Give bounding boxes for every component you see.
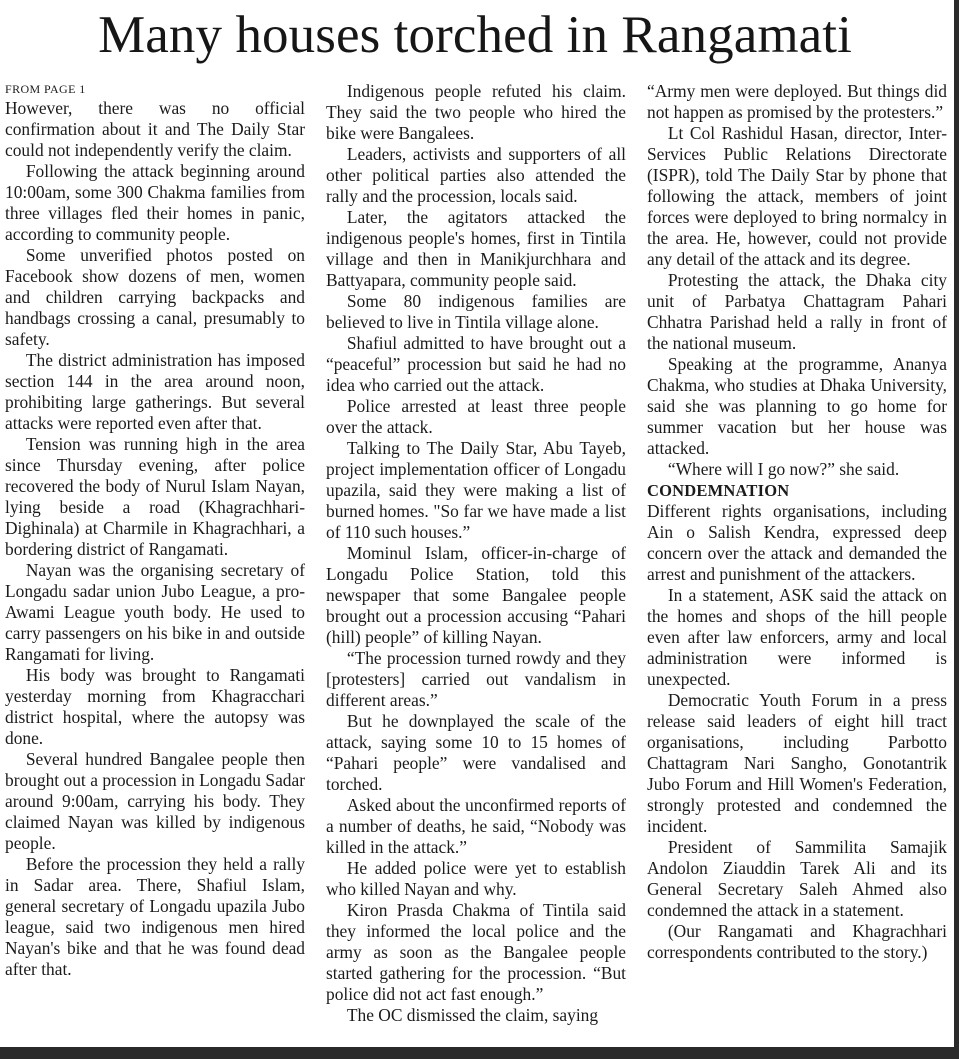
paragraph: Speaking at the programme, Ananya Chakma, who studies at Dhaka University, said she was planning to go home for summer vacation but her house was attacked. [647, 354, 947, 458]
continued-from-kicker: FROM PAGE 1 [5, 82, 86, 96]
paragraph: Democratic Youth Forum in a press release said leaders of eight hill tract organisations, including Parbotto Chattagram Nari Sangho, Gonotantrik Jubo Forum and Hill Women's Federation, strongly protested and condemned the incident. [647, 690, 947, 836]
page-bottom-rule [0, 1047, 959, 1059]
paragraph: Tension was running high in the area since Thursday evening, after police recovered the body of Nurul Islam Nayan, lying beside a road (Khagrachhari-Dighinala) at Charmile in Khagrachhari, a bordering district of Rangamati. [5, 434, 305, 559]
paragraph: Lt Col Rashidul Hasan, director, Inter-Services Public Relations Directorate (ISPR), told The Daily Star by phone that following the attack, members of joint forces were deployed to bring normalcy in the area. He, however, could not provide any detail of the attack and its degree. [647, 123, 947, 269]
paragraph: In a statement, ASK said the attack on the homes and shops of the hill people even after law enforcers, army and local administration were informed is unexpected. [647, 585, 947, 689]
article-column-2 [326, 81, 626, 1047]
paragraph: Some 80 indigenous families are believed to live in Tintila village alone. [326, 291, 626, 332]
headline: Many houses torched in Rangamati [98, 6, 852, 64]
paragraph: Police arrested at least three people over the attack. [326, 396, 626, 437]
paragraph: Indigenous people refuted his claim. They said the two people who hired the bike were Bangalees. [326, 81, 626, 143]
paragraph: Shafiul admitted to have brought out a “peaceful” procession but said he had no idea who carried out the attack. [326, 333, 626, 395]
paragraph: Kiron Prasda Chakma of Tintila said they informed the local police and the army as soon as the Bangalee people started gathering for the procession. “But police did not act fast enough.” [326, 900, 626, 1004]
page-edge-rule [954, 0, 959, 1059]
article-column-1 [5, 81, 305, 1047]
paragraph: His body was brought to Rangamati yesterday morning from Khagracchari district hospital, where the autopsy was done. [5, 665, 305, 748]
paragraph: Nayan was the organising secretary of Longadu sadar union Jubo League, a pro-Awami League youth body. He used to carry passengers on his bike in and outside Rangamati for living. [5, 560, 305, 664]
paragraph: Asked about the unconfirmed reports of a number of deaths, he said, “Nobody was killed in the attack.” [326, 795, 626, 857]
paragraph: Talking to The Daily Star, Abu Tayeb, project implementation officer of Longadu upazila, said they were making a list of burned homes. "So far we have made a list of 110 such houses.” [326, 438, 626, 542]
paragraph: (Our Rangamati and Khagrachhari correspondents contributed to the story.) [647, 921, 947, 962]
paragraph: “The procession turned rowdy and they [protesters] carried out vandalism in different areas.” [326, 648, 626, 710]
paragraph: Mominul Islam, officer-in-charge of Longadu Police Station, told this newspaper that some Bangalee people brought out a procession accusing “Pahari (hill) people” of killing Nayan. [326, 543, 626, 647]
paragraph: Protesting the attack, the Dhaka city unit of Parbatya Chattagram Pahari Chhatra Parishad held a rally in front of the national museum. [647, 270, 947, 353]
paragraph: Several hundred Bangalee people then brought out a procession in Longadu Sadar around 9:00am, carrying his body. They claimed Nayan was killed by indigenous people. [5, 749, 305, 853]
paragraph: The OC dismissed the claim, saying [346, 1005, 599, 1025]
paragraph: President of Sammilita Samajik Andolon Ziauddin Tarek Ali and its General Secretary Saleh Ahmed also condemned the attack in a statement. [647, 837, 947, 920]
article-column-3 [647, 81, 947, 1047]
paragraph: “Army men were deployed. But things did not happen as promised by the protesters.” [647, 81, 947, 122]
paragraph: Before the procession they held a rally in Sadar area. There, Shafiul Islam, general secretary of Longadu upazila Jubo league, said two indigenous men hired Nayan's bike and that he was found dead after that. [5, 854, 305, 979]
paragraph: Different rights organisations, including Ain o Salish Kendra, expressed deep concern over the attack and demanded the arrest and punishment of the attackers. [647, 501, 947, 584]
paragraph: But he downplayed the scale of the attack, saying some 10 to 15 homes of “Pahari people” were vandalised and torched. [326, 711, 626, 794]
paragraph: Later, the agitators attacked the indigenous people's homes, first in Tintila village and then in Manikjurchhara and Battyapara, community people said. [326, 207, 626, 290]
paragraph: “Where will I go now?” she said. [667, 459, 900, 479]
subheading-condemnation: CONDEMNATION [647, 481, 790, 500]
paragraph: Some unverified photos posted on Facebook show dozens of men, women and children carrying backpacks and handbags crossing a canal, presumably to safety. [5, 245, 305, 349]
paragraph: The district administration has imposed section 144 in the area around noon, prohibiting large gatherings. But several attacks were reported even after that. [5, 350, 305, 433]
paragraph: Leaders, activists and supporters of all other political parties also attended the rally and the procession, locals said. [326, 144, 626, 206]
paragraph: Following the attack beginning around 10:00am, some 300 Chakma families from three villages fled their homes in panic, according to community people. [5, 161, 305, 244]
paragraph: He added police were yet to establish who killed Nayan and why. [326, 858, 626, 899]
paragraph: However, there was no official confirmation about it and The Daily Star could not independently verify the claim. [5, 98, 305, 160]
